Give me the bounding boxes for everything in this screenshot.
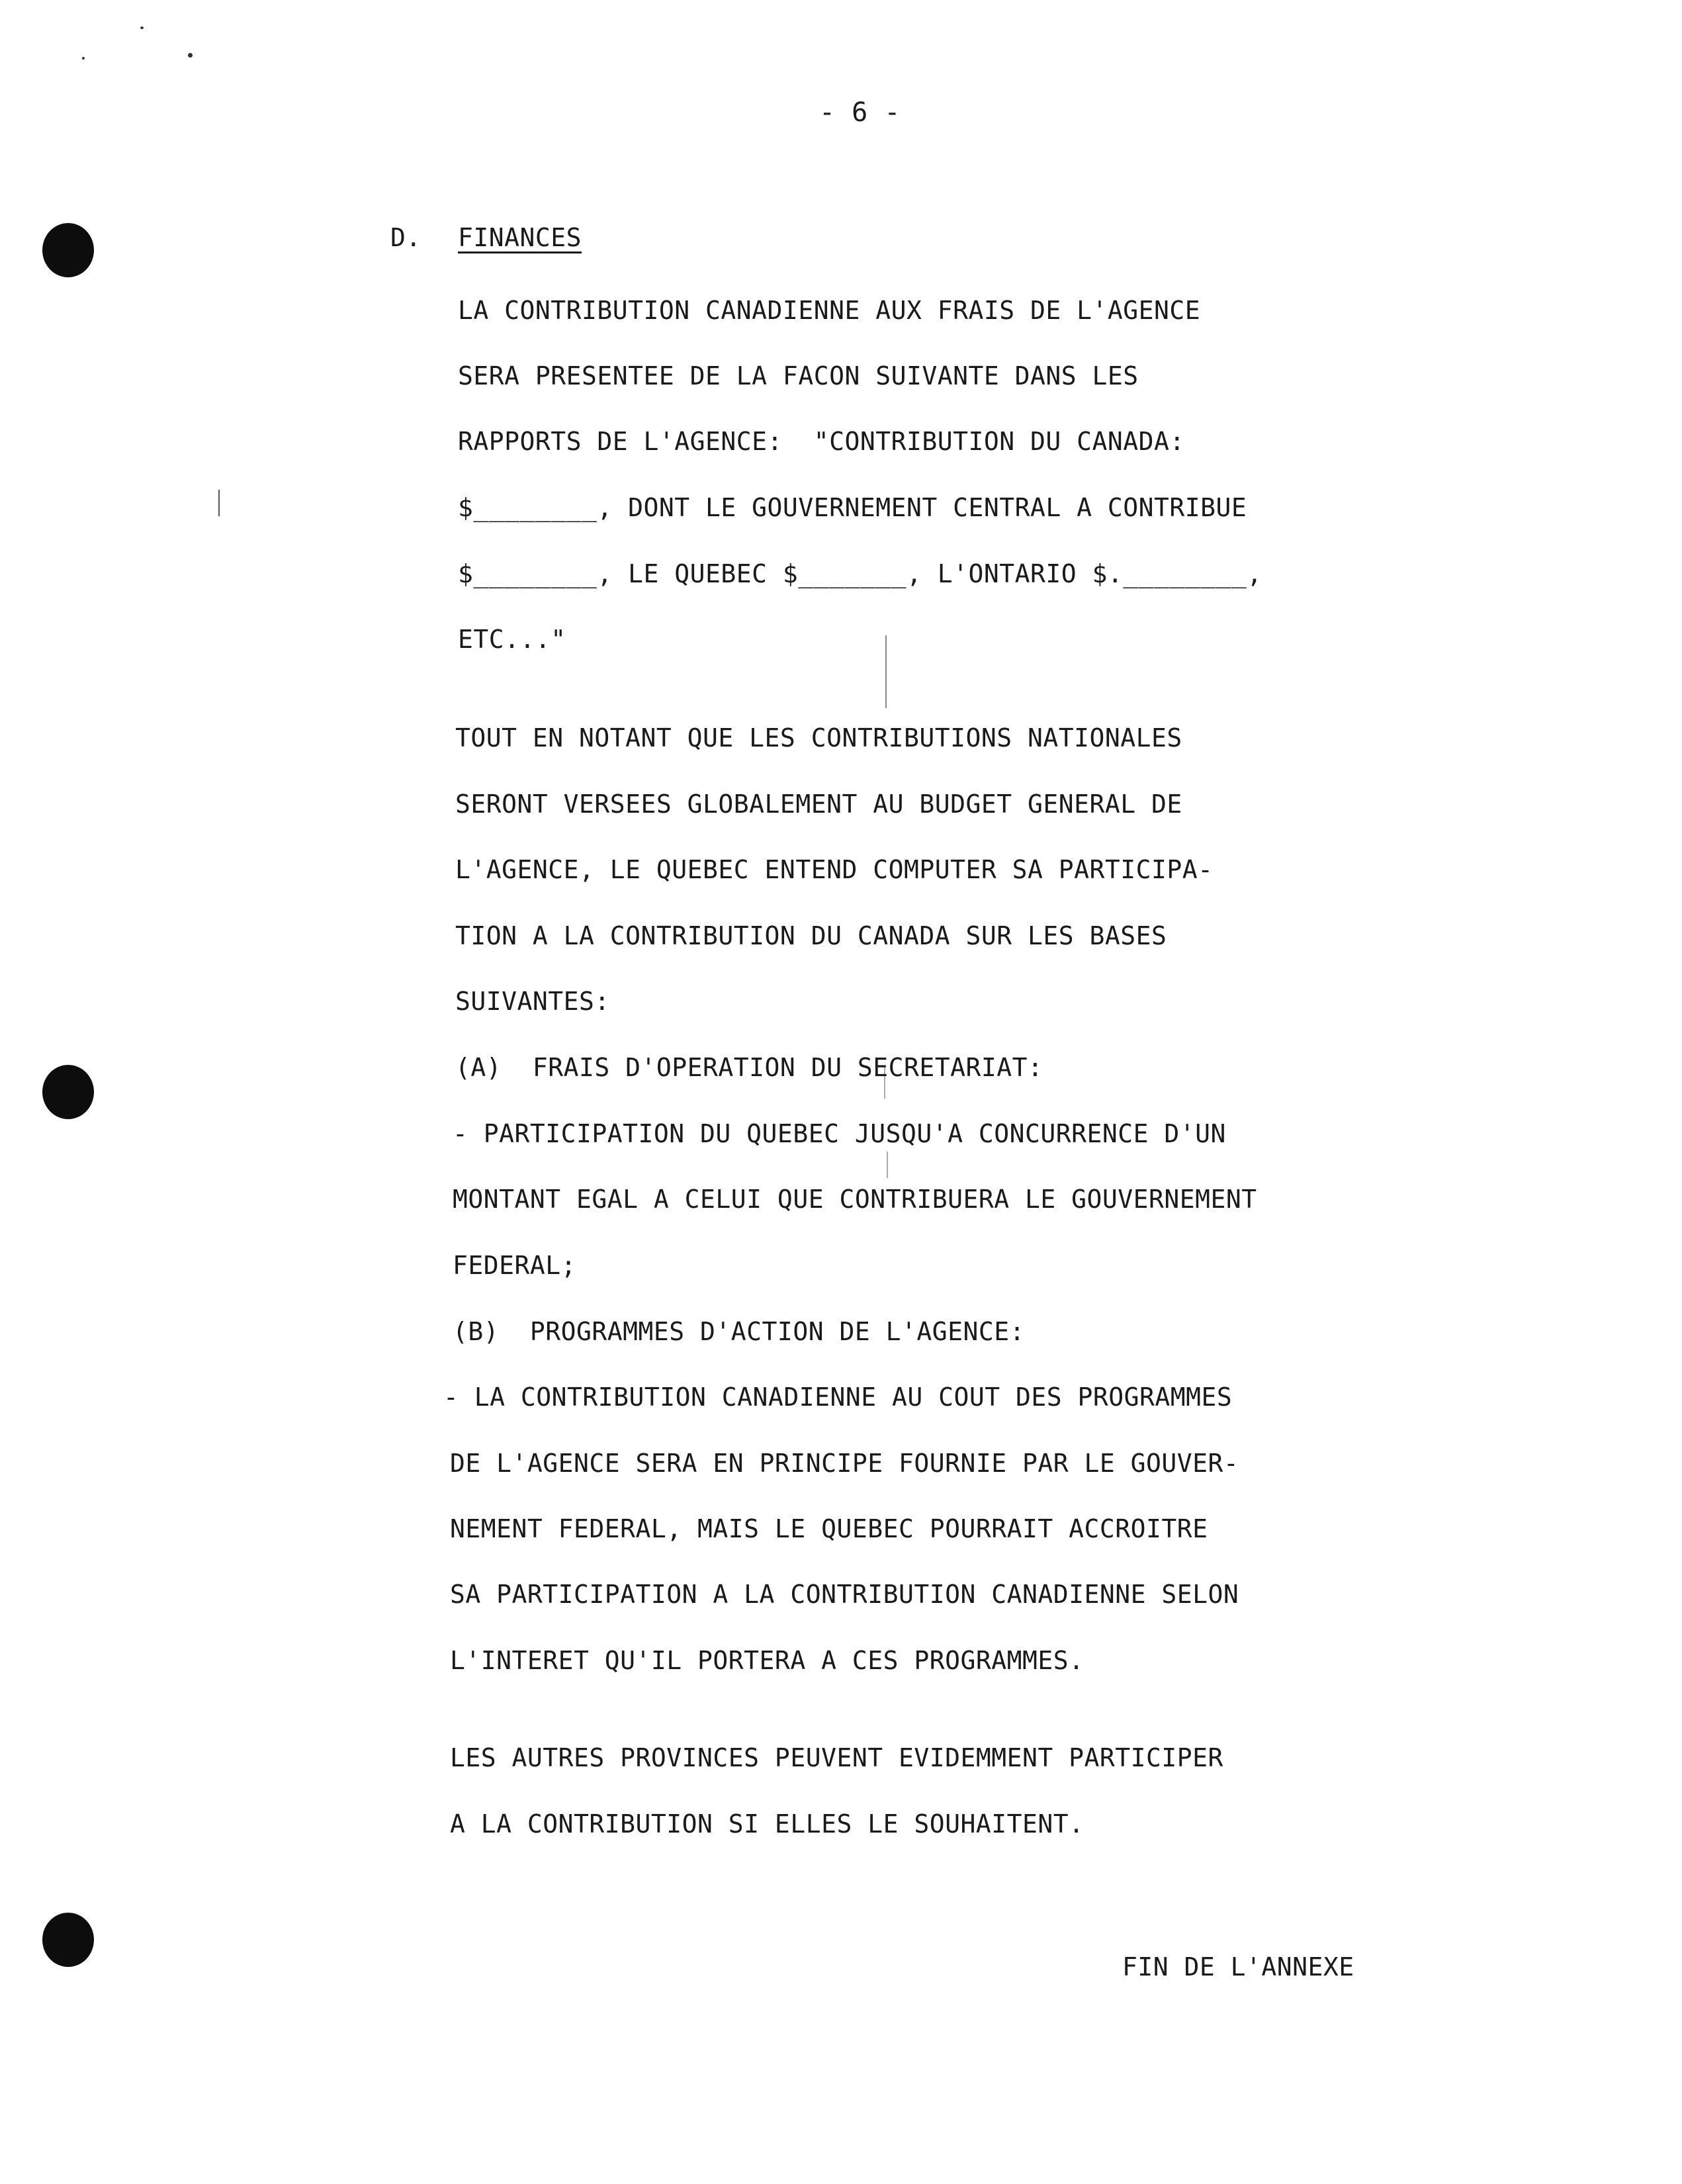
- paragraph-line: $________, DONT LE GOUVERNEMENT CENTRAL A CONTRIBUE: [458, 493, 1247, 522]
- page-number: - 6 -: [819, 97, 901, 128]
- item-b-line: NEMENT FEDERAL, MAIS LE QUEBEC POURRAIT ACCROITRE: [450, 1514, 1208, 1543]
- section-letter: D.: [390, 223, 421, 252]
- scan-mark: [218, 490, 220, 516]
- item-a-line: FEDERAL;: [453, 1251, 577, 1280]
- paragraph-line: TION A LA CONTRIBUTION DU CANADA SUR LES BASES: [455, 921, 1167, 950]
- scan-speck: [140, 26, 144, 29]
- item-b-heading: (B) PROGRAMMES D'ACTION DE L'AGENCE:: [453, 1317, 1025, 1346]
- paragraph-line: $________, LE QUEBEC $_______, L'ONTARIO $.________,: [458, 559, 1262, 588]
- item-b-line: L'INTERET QU'IL PORTERA A CES PROGRAMMES.: [450, 1646, 1084, 1675]
- scan-speck: [82, 57, 85, 60]
- scan-mark: [885, 635, 887, 708]
- paragraph-line: SUIVANTES:: [455, 987, 610, 1016]
- punch-hole-middle: [42, 1065, 94, 1119]
- paragraph-line: LES AUTRES PROVINCES PEUVENT EVIDEMMENT PARTICIPER: [450, 1743, 1223, 1772]
- item-b-line: SA PARTICIPATION A LA CONTRIBUTION CANADIENNE SELON: [450, 1580, 1239, 1609]
- paragraph-line: TOUT EN NOTANT QUE LES CONTRIBUTIONS NATIONALES: [455, 723, 1182, 752]
- item-a-line: - PARTICIPATION DU QUEBEC JUSQU'A CONCURRENCE D'UN: [453, 1119, 1226, 1148]
- item-b-line: - LA CONTRIBUTION CANADIENNE AU COUT DES PROGRAMMES: [443, 1383, 1233, 1412]
- paragraph-line: ETC...": [458, 625, 566, 654]
- item-a-heading: (A) FRAIS D'OPERATION DU SECRETARIAT:: [455, 1053, 1043, 1082]
- paragraph-line: LA CONTRIBUTION CANADIENNE AUX FRAIS DE L'AGENCE: [458, 296, 1201, 325]
- paragraph-line: RAPPORTS DE L'AGENCE: "CONTRIBUTION DU CANADA:: [458, 427, 1185, 456]
- paragraph-line: A LA CONTRIBUTION SI ELLES LE SOUHAITENT.: [450, 1809, 1084, 1839]
- item-a-line: MONTANT EGAL A CELUI QUE CONTRIBUERA LE GOUVERNEMENT: [453, 1185, 1257, 1214]
- paragraph-line: SERA PRESENTEE DE LA FACON SUIVANTE DANS LES: [458, 361, 1139, 390]
- section-title: FINANCES: [458, 223, 582, 252]
- scan-speck: [188, 53, 193, 58]
- paragraph-line: L'AGENCE, LE QUEBEC ENTEND COMPUTER SA PARTICIPA-: [455, 855, 1214, 884]
- scan-mark: [887, 1152, 888, 1178]
- paragraph-line: SERONT VERSEES GLOBALEMENT AU BUDGET GENERAL DE: [455, 790, 1182, 819]
- item-b-line: DE L'AGENCE SERA EN PRINCIPE FOURNIE PAR LE GOUVER-: [450, 1449, 1239, 1478]
- punch-hole-bottom: [42, 1913, 94, 1967]
- punch-hole-top: [42, 223, 94, 277]
- closing-note: FIN DE L'ANNEXE: [1122, 1952, 1354, 1981]
